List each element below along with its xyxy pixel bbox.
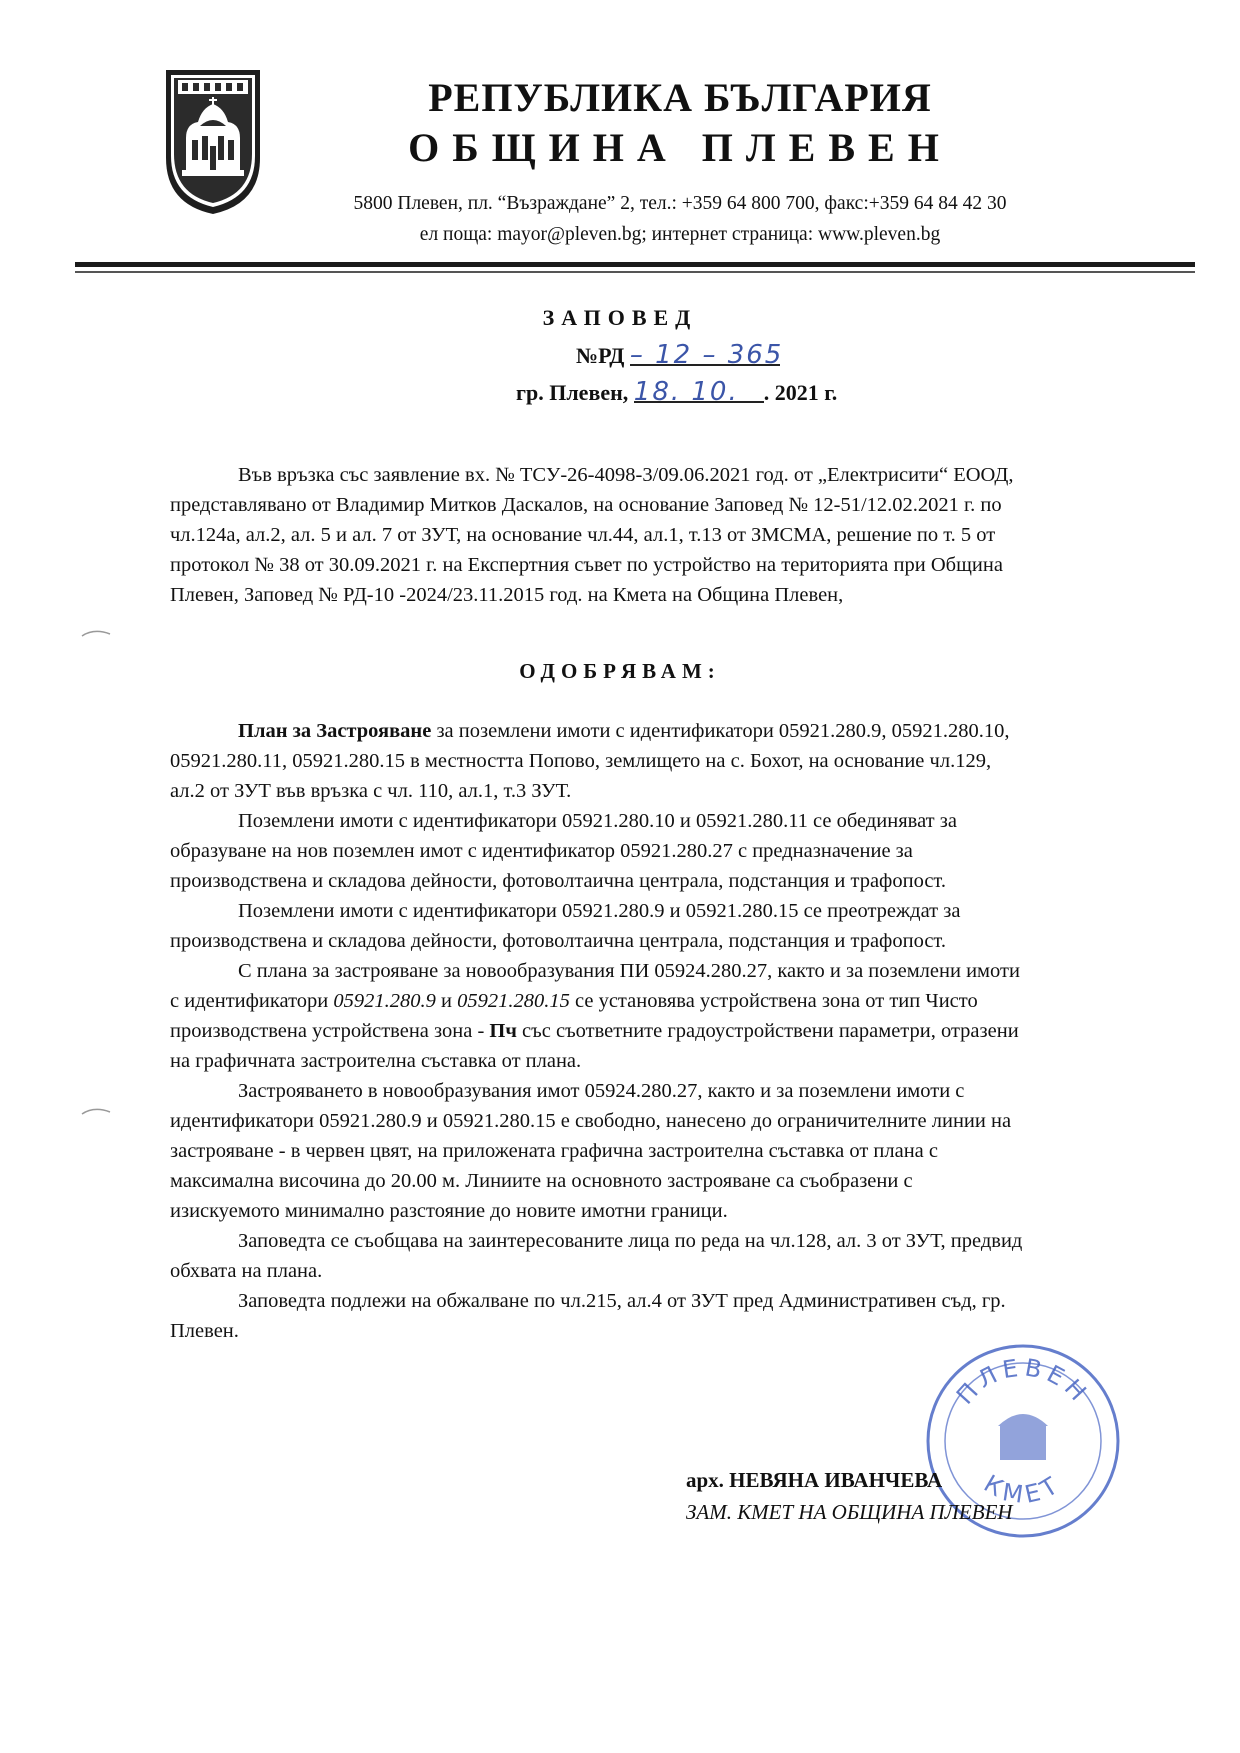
scan-margin-mark bbox=[80, 626, 120, 640]
header-divider-thin bbox=[75, 271, 1195, 273]
order-number-handwritten: – 12 – 365 bbox=[629, 340, 784, 370]
body-text: за поземлени имоти с идентификатори 05921.280.9, 05921.280.10, bbox=[431, 720, 1010, 742]
body-text: с идентификатори bbox=[170, 990, 334, 1012]
stamp-text-bottom: КМЕТ bbox=[979, 1469, 1067, 1510]
org-name-municipality: ОБЩИНА ПЛЕВЕН bbox=[408, 125, 952, 170]
preamble-line: Плевен, Заповед № РД-10 -2024/23.11.2015 год. на Кмета на Община Плевен, bbox=[170, 584, 844, 606]
body-text: се установява устройствена зона от тип Чисто bbox=[569, 990, 978, 1012]
body-text: изискуемото минимално разстояние до новите имотни граници. bbox=[170, 1200, 728, 1222]
body-text: обхвата на плана. bbox=[170, 1260, 323, 1282]
order-date-field bbox=[633, 377, 764, 407]
plan-bold-label: План за Застрояване bbox=[238, 720, 432, 742]
body-text: на графичната застроителна съставка от плана. bbox=[170, 1050, 582, 1072]
contact-web: ел поща: mayor@pleven.bg; интернет страница: www.pleven.bg bbox=[419, 224, 941, 245]
header-divider bbox=[75, 262, 1195, 267]
org-name-country: РЕПУБЛИКА БЪЛГАРИЯ bbox=[428, 75, 932, 120]
zone-code-bold: Пч bbox=[489, 1020, 517, 1042]
preamble-line: представлявано от Владимир Митков Даскалов, на основание Заповед № 12-51/12.02.2021 г. по bbox=[170, 494, 1002, 516]
body-paragraph-5 bbox=[170, 1076, 1200, 1226]
body-text: производствена и складова дейности, фотоволтаична централа, подстанция и трафопост. bbox=[170, 930, 946, 952]
body-text: производствена устройствена зона - bbox=[170, 1020, 490, 1042]
preamble-line: Във връзка със заявление вх. № ТСУ-26-4098-3/09.06.2021 год. от „Електрисити“ ЕООД, bbox=[238, 464, 1014, 486]
parcel-id-italic: 05921.280.9 bbox=[333, 990, 436, 1012]
body-text: Поземлени имоти с идентификатори 05921.280.10 и 05921.280.11 се обединяват за bbox=[238, 810, 957, 832]
order-place: гр. Плевен, bbox=[516, 380, 629, 405]
order-year: . 2021 г. bbox=[763, 380, 838, 405]
body-text: и bbox=[435, 990, 458, 1012]
body-text: производствена и складова дейности, фотоволтаична централа, подстанция и трафопост. bbox=[170, 870, 946, 892]
body-text: ал.2 от ЗУТ във връзка с чл. 110, ал.1, т.3 ЗУТ. bbox=[170, 780, 572, 802]
contact-address: 5800 Плевен, пл. “Възраждане” 2, тел.: +359 64 800 700, факс:+359 64 84 42 30 bbox=[353, 193, 1007, 214]
order-place-date bbox=[516, 377, 837, 406]
preamble-paragraph bbox=[170, 460, 1200, 610]
body-text: образуване на нов поземлен имот с идентификатор 05921.280.27 с предназначение за bbox=[170, 840, 913, 862]
pleven-coat-of-arms-logo bbox=[162, 66, 264, 218]
body-text: С плана за застрояване за новообразувания ПИ 05924.280.27, както и за поземлени имоти bbox=[238, 960, 1020, 982]
body-paragraph-3 bbox=[170, 896, 1200, 956]
signatory-title: ЗАМ. КМЕТ НА ОБЩИНА ПЛЕВЕН bbox=[686, 1500, 1013, 1524]
order-number-prefix: №РД bbox=[576, 343, 625, 368]
body-paragraph-6 bbox=[170, 1226, 1200, 1286]
body-text: Поземлени имоти с идентификатори 05921.280.9 и 05921.280.15 се преотреждат за bbox=[238, 900, 961, 922]
body-text: застрояване - в червен цвят, на приложената графична застроителна съставка от плана с bbox=[170, 1140, 938, 1162]
order-number-field bbox=[629, 340, 784, 370]
body-text: със съответните градоустройствени параметри, отразени bbox=[516, 1020, 1019, 1042]
document-title: ЗАПОВЕД bbox=[542, 305, 698, 330]
body-text: Заповедта подлежи на обжалване по чл.215, ал.4 от ЗУТ пред Административен съд, гр. bbox=[238, 1290, 1006, 1312]
body-text: максимална височина до 20.00 м. Линиите на основното застрояване са съобразени с bbox=[170, 1170, 913, 1192]
body-text: идентификатори 05921.280.9 и 05921.280.15 е свободно, нанесено до ограничителните линии на bbox=[170, 1110, 1012, 1132]
approve-heading: ОДОБРЯВАМ: bbox=[519, 659, 721, 683]
body-text: Заповедта се съобщава на заинтересованите лица по реда на чл.128, ал. 3 от ЗУТ, предвид bbox=[238, 1230, 1023, 1252]
body-paragraph-4 bbox=[170, 956, 1200, 1076]
signatory-name: арх. НЕВЯНА ИВАНЧЕВА bbox=[686, 1468, 943, 1492]
order-date-handwritten: 18. 10. bbox=[633, 377, 739, 407]
body-text: 05921.280.11, 05921.280.15 в местността Попово, землището на с. Бохот, на основание чл.129, bbox=[170, 750, 992, 772]
preamble-line: протокол № 38 от 30.09.2021 г. на Експертния съвет по устройство на територията при Община bbox=[170, 554, 1003, 576]
stamp-text-top: ПЛЕВЕН bbox=[950, 1353, 1096, 1410]
body-text: Плевен. bbox=[170, 1320, 239, 1342]
body-paragraph-1 bbox=[170, 716, 1200, 806]
order-number bbox=[576, 340, 784, 370]
body-text: Застрояването в новообразувания имот 05924.280.27, както и за поземлени имоти с bbox=[238, 1080, 965, 1102]
scan-margin-mark bbox=[80, 1104, 120, 1118]
preamble-line: чл.124а, ал.2, ал. 5 и ал. 7 от ЗУТ, на основание чл.44, ал.1, т.13 от ЗМСМА, решение по т. 5 от bbox=[170, 524, 996, 546]
body-paragraph-2 bbox=[170, 806, 1200, 896]
parcel-id-italic: 05921.280.15 bbox=[457, 990, 570, 1012]
